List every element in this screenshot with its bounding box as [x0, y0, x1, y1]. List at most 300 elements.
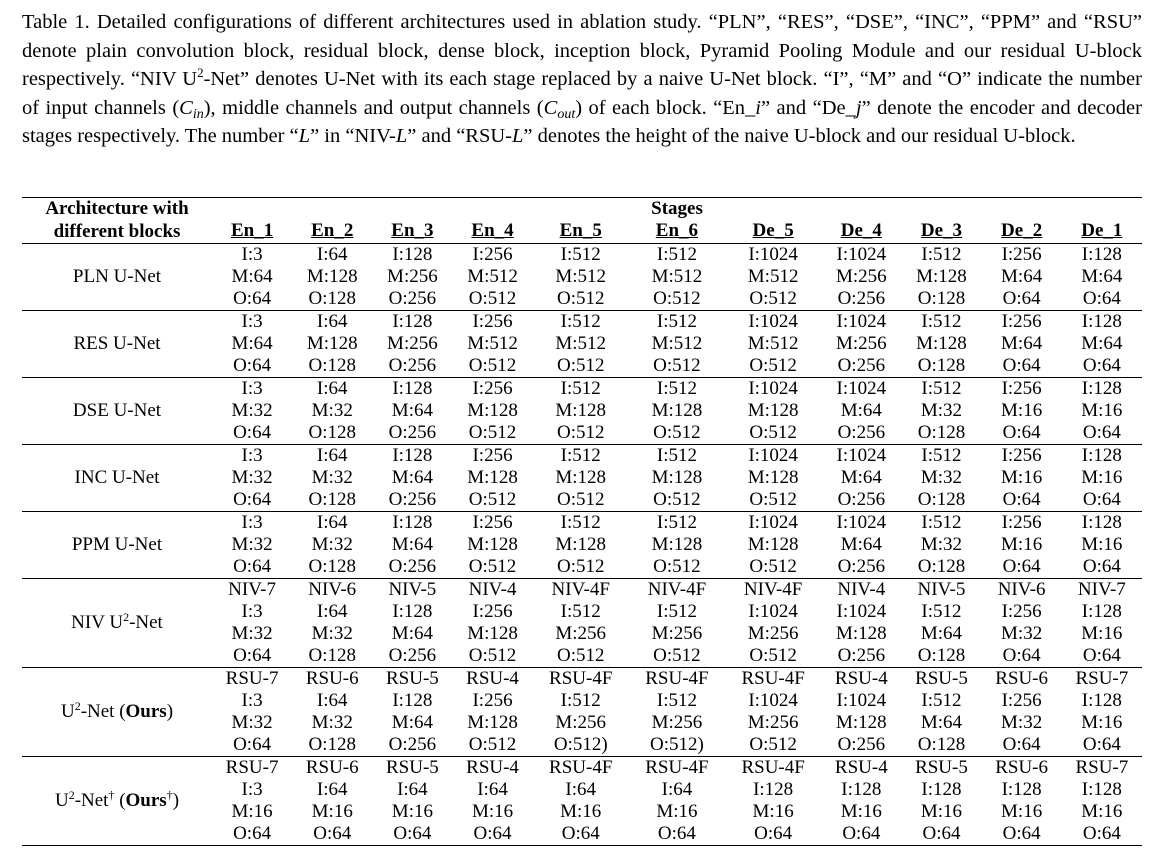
table-cell: NIV-4	[821, 579, 901, 602]
table-cell: O:512	[653, 288, 701, 309]
table-cell: O:64	[313, 823, 352, 844]
table-cell: O:512	[556, 422, 605, 443]
table-cell: O:64	[1002, 422, 1041, 443]
table-cell: M:16	[1081, 623, 1123, 644]
table-cell: O:512	[556, 556, 605, 577]
table-cell: I:512	[629, 445, 725, 468]
table-row	[22, 757, 1142, 780]
table-cell: RSU-6	[292, 668, 372, 691]
table-cell: M:64	[391, 400, 433, 421]
table-cell: M:512	[467, 266, 518, 287]
table-cell: I:1024	[725, 378, 821, 401]
architecture-name	[22, 445, 212, 512]
table-cell: O:512	[556, 645, 605, 666]
table-cell: O:64	[842, 823, 881, 844]
table-cell: M:32	[231, 623, 273, 644]
table-cell: I:512	[533, 378, 629, 401]
table-cell: O:64	[233, 288, 272, 309]
table-cell: M:16	[1081, 467, 1123, 488]
architecture-name-part: (	[114, 790, 126, 811]
table-cell: O:512	[749, 645, 797, 666]
table-cell: O:64	[1082, 645, 1121, 666]
table-cell: NIV-4F	[725, 579, 821, 602]
table-cell: M:16	[1081, 534, 1123, 555]
table-cell: O:64	[233, 489, 272, 510]
table-cell: I:128	[1081, 601, 1122, 622]
table-cell: I:64	[292, 378, 372, 401]
table-cell: O:512	[468, 422, 517, 443]
table-cell: I:256	[982, 512, 1062, 535]
table-cell: O:256	[837, 422, 886, 443]
table-cell: RSU-7	[212, 757, 292, 780]
table-cell: M:512	[555, 266, 607, 287]
table-cell: I:512	[629, 512, 725, 535]
table-cell: M:128	[747, 467, 799, 488]
table-cell: O:512	[468, 734, 517, 755]
table-cell: I:64	[661, 779, 693, 800]
stage-header: En_5	[559, 220, 602, 241]
table-cell: M:16	[656, 801, 698, 822]
table-row	[22, 579, 1142, 602]
table-cell: I:1024	[821, 445, 901, 468]
architecture-name-part: )	[172, 790, 180, 811]
table-cell: O:256	[837, 556, 886, 577]
table-cell: RSU-5	[372, 757, 452, 780]
table-cell: I:1024	[748, 601, 798, 622]
architecture-name-part: )	[166, 701, 174, 722]
architecture-name-part: -Net	[74, 790, 109, 811]
stage-header: De_5	[752, 220, 794, 241]
table-cell: O:64	[473, 823, 512, 844]
table-row	[22, 311, 1142, 334]
table-cell: O:128	[917, 645, 966, 666]
table-cell: NIV-4F	[629, 579, 725, 602]
table-cell: M:256	[747, 623, 799, 644]
table-cell: NIV-6	[292, 579, 372, 602]
table-cell: I:3	[212, 244, 292, 267]
table-cell: M:128	[555, 467, 607, 488]
table-cell: O:128	[917, 489, 966, 510]
table-cell: O:512	[468, 288, 517, 309]
table-cell: I:64	[292, 445, 372, 468]
table-cell: O:64	[233, 422, 272, 443]
architecture-name	[22, 378, 212, 445]
table-cell: I:3	[241, 779, 263, 800]
table-cell: I:128	[1062, 445, 1142, 468]
table-cell: O:64	[1002, 645, 1041, 666]
table-cell: I:1024	[821, 311, 901, 334]
table-cell: I:3	[241, 690, 263, 711]
table-cell: I:512	[921, 601, 962, 622]
table-cell: O:128	[917, 422, 966, 443]
table-cell: NIV-5	[372, 579, 452, 602]
table-cell: I:256	[982, 244, 1062, 267]
table-cell: NIV-5	[901, 579, 981, 602]
caption-symbol: L	[512, 125, 524, 148]
table-cell: NIV-4	[452, 579, 532, 602]
table-cell: I:1024	[725, 244, 821, 267]
table-cell: I:512	[533, 445, 629, 468]
caption-symbol: C	[179, 96, 193, 119]
table-cell: O:512	[749, 288, 797, 309]
table-cell: O:512	[653, 355, 701, 376]
table-cell: I:512	[656, 690, 697, 711]
table-cell: O:512	[468, 489, 517, 510]
architecture-name	[22, 757, 212, 846]
table-cell: I:128	[372, 311, 452, 334]
table-cell: I:256	[1001, 601, 1042, 622]
table-cell: M:128	[835, 712, 887, 733]
table-body	[22, 244, 1142, 846]
table-cell: O:512	[556, 489, 605, 510]
caption-text: ” denotes the height of the naive U-block and our residual U-block.	[523, 125, 1076, 148]
table-cell: I:64	[397, 779, 428, 800]
architecture-name-part: †	[166, 788, 173, 802]
table-cell: I:1024	[836, 601, 887, 622]
table-cell: I:256	[452, 378, 532, 401]
table-cell: I:128	[753, 779, 794, 800]
table-cell: M:128	[467, 400, 518, 421]
architecture-name-part: -Net (	[80, 701, 126, 722]
table-cell: O:128	[308, 645, 356, 666]
table-cell: RSU-5	[901, 757, 981, 780]
table-cell: RSU-7	[212, 668, 292, 691]
table-cell: O:512	[749, 556, 797, 577]
table-cell: I:3	[212, 378, 292, 401]
table-cell: O:64	[1002, 288, 1041, 309]
table-cell: M:64	[840, 467, 882, 488]
table-cell: O:256	[388, 734, 437, 755]
table-cell: O:64	[561, 823, 600, 844]
table-cell: M:32	[231, 712, 273, 733]
caption-text: -Net” denotes U-Net with its each stage replaced by a naive U-Net block. “I”, “M” and “O” indicate the number of input channels (	[22, 68, 1142, 119]
table-cell: M:64	[920, 712, 963, 733]
table-cell: M:16	[1001, 801, 1043, 822]
table-cell: I:3	[212, 311, 292, 334]
stage-header: De_3	[920, 220, 963, 241]
table-cell: I:128	[372, 244, 452, 267]
table-cell: I:128	[1081, 779, 1122, 800]
table-cell: M:32	[231, 400, 273, 421]
table-cell: M:32	[311, 534, 353, 555]
table-cell: RSU-4	[821, 757, 901, 780]
table-cell: O:128	[308, 355, 356, 376]
table-cell: I:512	[901, 512, 981, 535]
table-cell: M:32	[920, 534, 963, 555]
table-cell: M:32	[311, 467, 353, 488]
stage-header: De_1	[1081, 220, 1123, 241]
table-cell: O:512	[749, 734, 797, 755]
caption-subscript: in	[192, 106, 204, 122]
table-cell: O:256	[837, 645, 886, 666]
table-cell: M:256	[835, 333, 887, 354]
table-cell: M:32	[1001, 623, 1043, 644]
table-cell: I:64	[565, 779, 597, 800]
table-cell: I:256	[452, 244, 532, 267]
table-cell: O:64	[1082, 422, 1121, 443]
table-cell: M:512	[747, 266, 799, 287]
table-cell: O:64	[1082, 489, 1121, 510]
architecture-name-part: 2	[74, 699, 81, 713]
table-cell: M:64	[231, 333, 273, 354]
stage-header: En_2	[311, 220, 354, 241]
architecture-name-part: U	[60, 701, 75, 722]
table-cell: I:256	[1001, 690, 1042, 711]
table-cell: O:64	[233, 734, 272, 755]
table-cell: RSU-4	[452, 668, 532, 691]
table-cell: NIV-7	[212, 579, 292, 602]
architecture-name-part: PPM U-Net	[71, 534, 163, 555]
table-row	[22, 668, 1142, 691]
table-cell: RSU-6	[982, 757, 1062, 780]
table-row	[22, 445, 1142, 468]
header-row	[22, 198, 1142, 221]
table-cell: M:16	[840, 801, 882, 822]
table-cell: O:256	[388, 489, 437, 510]
table-cell: M:256	[651, 623, 703, 644]
table-cell: M:512	[467, 333, 518, 354]
table-cell: M:512	[747, 333, 799, 354]
table-cell: I:512	[629, 378, 725, 401]
table-cell: NIV-6	[982, 579, 1062, 602]
table-cell: O:64	[1002, 556, 1041, 577]
table-cell: I:64	[292, 512, 372, 535]
table-cell: O:512	[749, 355, 797, 376]
table-cell: I:128	[392, 601, 433, 622]
table-cell: M:256	[387, 266, 438, 287]
table-cell: I:512	[560, 690, 601, 711]
stage-header: En_6	[655, 220, 699, 241]
table-cell: M:16	[311, 801, 353, 822]
table-cell: I:256	[452, 311, 532, 334]
table-cell: M:16	[391, 801, 433, 822]
table-cell: RSU-7	[1062, 668, 1142, 691]
table-cell: M:64	[1001, 266, 1043, 287]
caption-symbol: L	[395, 125, 408, 148]
table-caption	[22, 8, 1142, 151]
table-cell: O:64	[393, 823, 432, 844]
architecture-name-part: INC U-Net	[74, 467, 160, 488]
table-cell: I:256	[472, 690, 513, 711]
table-cell: O:256	[388, 355, 437, 376]
table-cell: O:512	[468, 645, 517, 666]
table-cell: M:128	[651, 400, 703, 421]
caption-text: ), middle channels and output channels (	[203, 96, 544, 119]
table-cell: M:64	[840, 400, 882, 421]
table-cell: M:128	[835, 623, 887, 644]
table-cell: M:32	[920, 400, 963, 421]
table-cell: M:32	[920, 467, 963, 488]
architecture-name-part: RES U-Net	[73, 333, 161, 354]
architecture-name-part: PLN U-Net	[72, 266, 162, 287]
table-cell: M:32	[311, 712, 353, 733]
table-cell: M:128	[306, 266, 358, 287]
table-cell: O:512	[749, 422, 797, 443]
caption-subscript: out	[557, 106, 576, 122]
table-cell: I:512	[533, 311, 629, 334]
table-cell: I:64	[316, 779, 348, 800]
table-cell: M:64	[1081, 333, 1123, 354]
table-cell: M:16	[920, 801, 963, 822]
table-cell: RSU-4	[821, 668, 901, 691]
table-cell: I:1024	[821, 378, 901, 401]
table-cell: I:512	[901, 445, 981, 468]
table-cell: I:64	[316, 601, 348, 622]
table-cell: I:128	[1062, 378, 1142, 401]
table-cell: I:3	[212, 512, 292, 535]
caption-text: ” and “RSU-	[407, 125, 513, 148]
architecture-name	[22, 668, 212, 757]
table-cell: I:1024	[821, 512, 901, 535]
table-cell: M:256	[555, 623, 607, 644]
table-cell: I:128	[372, 445, 452, 468]
stages-header: Stages	[651, 198, 703, 219]
table-cell: O:64	[1082, 734, 1121, 755]
table-cell: I:64	[292, 311, 372, 334]
table-cell: M:16	[1081, 712, 1123, 733]
table-cell: RSU-4F	[725, 668, 821, 691]
table-cell: I:1024	[821, 244, 901, 267]
table-cell: I:64	[477, 779, 508, 800]
table-cell: O:256	[388, 645, 437, 666]
architecture-name-part: †	[108, 788, 115, 802]
table-cell: M:16	[1001, 400, 1043, 421]
configuration-table	[22, 197, 1142, 846]
table-cell: O:512	[653, 556, 701, 577]
table-cell: M:32	[231, 467, 273, 488]
table-cell: M:64	[1001, 333, 1043, 354]
table-cell: I:1024	[748, 690, 798, 711]
table-cell: I:512	[533, 244, 629, 267]
table-cell: O:512	[653, 422, 701, 443]
table-cell: RSU-4F	[533, 757, 629, 780]
architecture-name	[22, 244, 212, 311]
table-cell: I:256	[452, 512, 532, 535]
table-cell: O:64	[1082, 823, 1121, 844]
table-cell: O:128	[308, 422, 356, 443]
table-cell: M:16	[231, 801, 273, 822]
table-cell: I:128	[1001, 779, 1042, 800]
table-cell: I:512	[629, 244, 725, 267]
table-row	[22, 378, 1142, 401]
table-cell: RSU-4F	[629, 668, 725, 691]
table-cell: M:16	[1081, 801, 1123, 822]
architecture-name-part: Ours	[125, 701, 167, 722]
table-cell: M:128	[555, 534, 607, 555]
table-cell: O:128	[917, 288, 966, 309]
table-cell: I:256	[982, 445, 1062, 468]
table-cell: RSU-6	[982, 668, 1062, 691]
table-cell: O:256	[837, 355, 886, 376]
table-cell: M:128	[747, 400, 799, 421]
table-cell: I:512	[629, 311, 725, 334]
table-cell: O:128	[917, 355, 966, 376]
table-cell: O:64	[233, 645, 272, 666]
table-cell: M:128	[467, 623, 518, 644]
table-cell: I:128	[841, 779, 882, 800]
table-row	[22, 244, 1142, 267]
table-cell: RSU-7	[1062, 757, 1142, 780]
table-cell: I:128	[1081, 690, 1122, 711]
table-cell: O:512)	[650, 734, 704, 755]
table-cell: O:256	[837, 288, 886, 309]
table-cell: RSU-5	[372, 668, 452, 691]
architecture-name-part: NIV U	[71, 612, 124, 633]
table-cell: O:256	[837, 734, 886, 755]
table-cell: RSU-4F	[725, 757, 821, 780]
architecture-name-part: DSE U-Net	[72, 400, 162, 421]
table-cell: O:64	[657, 823, 696, 844]
table-cell: I:64	[292, 244, 372, 267]
table-cell: M:16	[1001, 534, 1043, 555]
caption-text: ” denote the encoder and decoder stages respectively. The number “	[22, 96, 1142, 148]
table-cell: M:16	[471, 801, 514, 822]
caption-text: ” in “NIV-	[310, 125, 396, 148]
table-cell: M:32	[311, 400, 353, 421]
table-cell: M:64	[1081, 266, 1123, 287]
table-cell: M:128	[651, 534, 703, 555]
table-cell: M:32	[1001, 712, 1043, 733]
table-cell: NIV-4F	[533, 579, 629, 602]
table-cell: O:256	[388, 556, 437, 577]
table-cell: RSU-4	[452, 757, 532, 780]
table-cell: M:16	[752, 801, 794, 822]
table-cell: I:128	[392, 690, 433, 711]
table-cell: RSU-6	[292, 757, 372, 780]
table-cell: O:256	[388, 422, 437, 443]
caption-symbol: C	[543, 96, 558, 119]
table-cell: O:64	[922, 823, 961, 844]
table-cell: I:512	[901, 311, 981, 334]
table-cell: O:64	[233, 355, 272, 376]
table-cell: O:64	[1082, 355, 1121, 376]
table-cell: M:64	[391, 534, 433, 555]
table-cell: O:64	[233, 823, 272, 844]
architecture-name-part: 2	[123, 610, 130, 624]
table-cell: O:128	[917, 734, 966, 755]
table-cell: M:128	[916, 333, 967, 354]
caption-symbol: L	[298, 125, 311, 148]
architecture-name-part: Ours	[125, 790, 167, 811]
caption-text: Table 1. Detailed configurations of different architectures used in ablation study. “PLN”, “RES”, “DSE”, “INC”, “PPM” and “RSU” denote plain convolution block, residual block, dense block, inception block, Pyramid Pooling Module and our residual U-block respectively. “NIV U	[22, 11, 1142, 91]
architecture-name	[22, 311, 212, 378]
table-cell: O:64	[754, 823, 793, 844]
stage-header: En_3	[391, 220, 434, 241]
table-cell: M:128	[916, 266, 967, 287]
table-cell: M:64	[920, 623, 963, 644]
table-cell: I:1024	[725, 445, 821, 468]
table-cell: M:64	[391, 623, 433, 644]
table-cell: M:64	[391, 712, 433, 733]
table-cell: I:512	[656, 601, 697, 622]
table-cell: M:64	[391, 467, 433, 488]
table-cell: O:256	[837, 489, 886, 510]
table-cell: O:128	[308, 489, 356, 510]
table-cell: M:256	[555, 712, 607, 733]
table-cell: O:512	[556, 288, 605, 309]
architecture-name	[22, 579, 212, 668]
caption-text: ” and “De_	[760, 96, 856, 119]
table-cell: I:256	[472, 601, 513, 622]
table-cell: NIV-7	[1062, 579, 1142, 602]
table-cell: I:128	[1062, 244, 1142, 267]
table-cell: I:128	[921, 779, 962, 800]
architecture-name-part: U	[54, 790, 69, 811]
table-cell: I:128	[372, 512, 452, 535]
table-cell: RSU-4F	[629, 757, 725, 780]
table-cell: M:128	[467, 467, 518, 488]
table-cell: I:512	[560, 601, 601, 622]
